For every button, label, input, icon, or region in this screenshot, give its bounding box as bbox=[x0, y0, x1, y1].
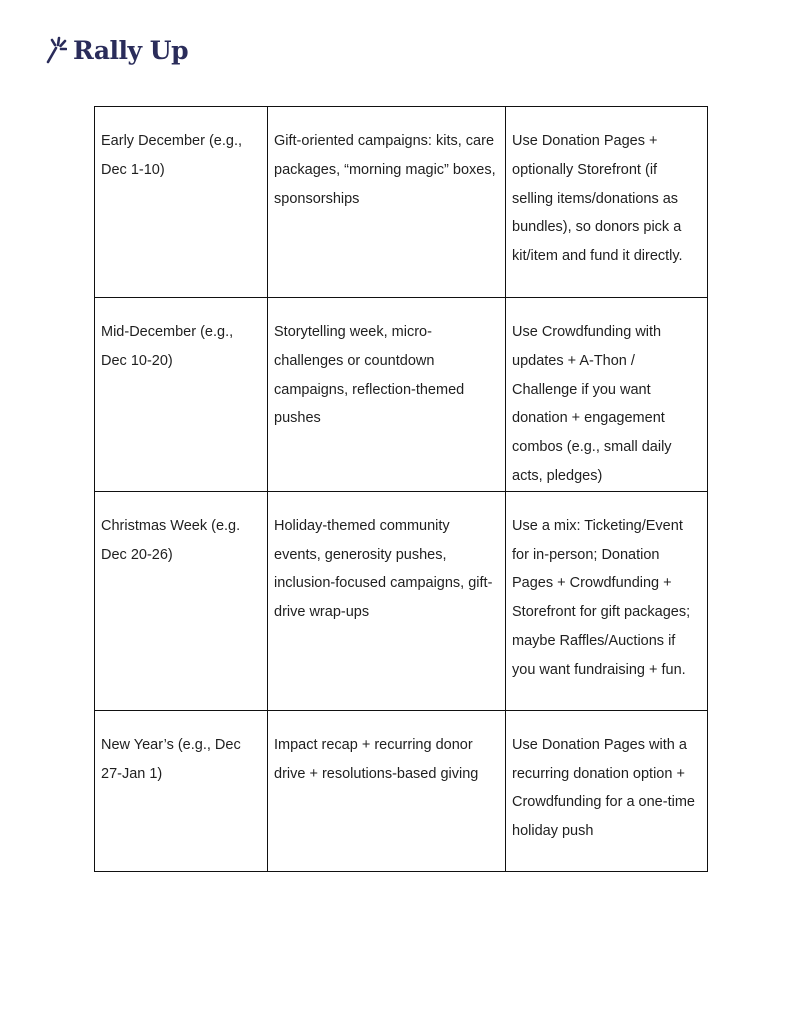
rallyup-logo bbox=[45, 32, 188, 68]
tools-cell: Use a mix: Ticketing/Event for in-person; Donation Pages + Crowdfunding + Storefront for gift packages; maybe Raffles/Auctions if you want fundraising + fun. bbox=[506, 491, 708, 710]
campaign-cell: Storytelling week, micro-challenges or countdown campaigns, reflection-themed pushes bbox=[268, 298, 506, 492]
tools-cell: Use Donation Pages + optionally Storefront (if selling items/donations as bundles), so donors pick a kit/item and fund it directly. bbox=[506, 107, 708, 298]
tools-cell: Use Donation Pages with a recurring donation option + Crowdfunding for a one-time holiday push bbox=[506, 710, 708, 871]
timing-cell: New Year’s (e.g., Dec 27-Jan 1) bbox=[95, 710, 268, 871]
sparkle-logo-icon bbox=[45, 36, 67, 64]
brand-name: Rally Up bbox=[73, 35, 189, 65]
campaign-cell: Gift-oriented campaigns: kits, care packages, “morning magic” boxes, sponsorships bbox=[268, 107, 506, 298]
table-row bbox=[95, 298, 708, 492]
tools-cell: Use Crowdfunding with updates + A-Thon / Challenge if you want donation + engagement combos (e.g., small daily acts, pledges) bbox=[506, 298, 708, 492]
table-row bbox=[95, 107, 708, 298]
table-row bbox=[95, 710, 708, 871]
timing-cell: Christmas Week (e.g. Dec 20-26) bbox=[95, 491, 268, 710]
timing-cell: Early December (e.g., Dec 1-10) bbox=[95, 107, 268, 298]
campaign-cell: Impact recap + recurring donor drive + resolutions-based giving bbox=[268, 710, 506, 871]
timing-cell: Mid-December (e.g., Dec 10-20) bbox=[95, 298, 268, 492]
table-row bbox=[95, 491, 708, 710]
campaign-cell: Holiday-themed community events, generosity pushes, inclusion-focused campaigns, gift-drive wrap-ups bbox=[268, 491, 506, 710]
holiday-campaign-table bbox=[94, 106, 708, 872]
